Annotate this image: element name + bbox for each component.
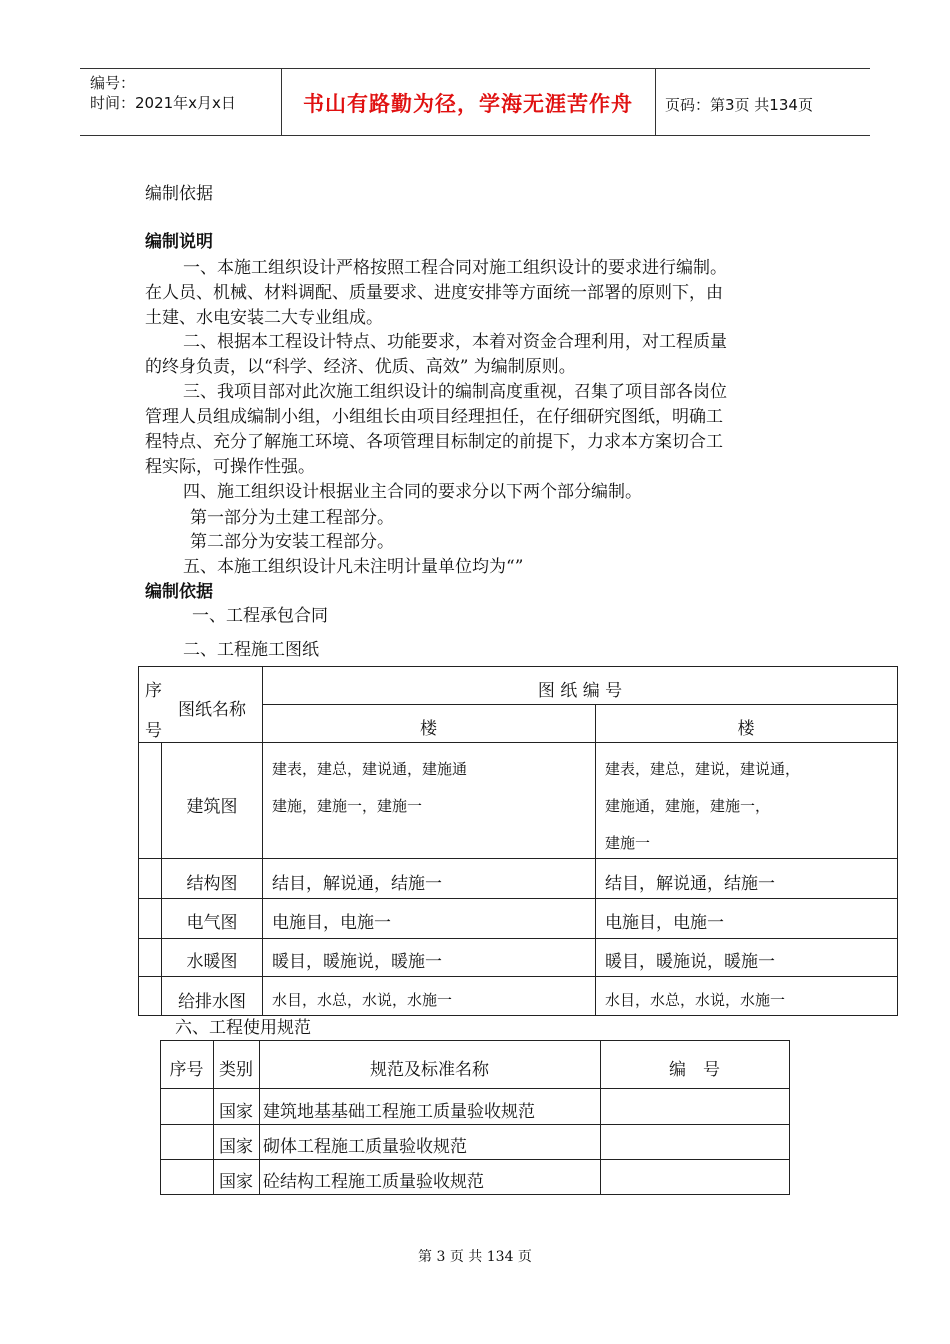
col-header-building-a: 楼 [420, 719, 437, 739]
table1-rule [138, 976, 898, 977]
std-row-name: 砼结构工程施工质量验收规范 [263, 1172, 484, 1192]
std-row-name: 建筑地基基础工程施工质量验收规范 [263, 1102, 535, 1122]
heading-plain: 编制依据 [145, 184, 213, 204]
std-col-header-code: 编 号 [669, 1060, 720, 1080]
header-divider-right [655, 68, 656, 136]
table2-rule [160, 1124, 790, 1125]
row-name-plumbing: 给排水图 [178, 992, 246, 1012]
para2-line1: 二、根据本工程设计特点、功能要求，本着对资金合理利用，对工程质量 [183, 332, 727, 352]
row-arch-building-b-line2: 建施通，建施，建施一， [605, 797, 771, 815]
table1-rule [138, 666, 898, 667]
section-title-basis: 编制依据 [145, 582, 213, 602]
section-title-explanation: 编制说明 [145, 232, 213, 252]
col-header-seq-top: 序 [145, 681, 162, 701]
row-arch-building-a-line2: 建施，建施一，建施一 [272, 797, 423, 815]
part2-line: 第二部分为安装工程部分。 [190, 532, 394, 552]
row-arch-building-a-line1: 建表，建总，建说通，建施通 [272, 760, 468, 778]
col-header-building-b: 楼 [737, 719, 755, 739]
row-structure-building-a: 结目，解说通，结施一 [272, 874, 442, 894]
table1-rule [595, 704, 596, 1015]
basis-item-1: 一、工程承包合同 [192, 606, 328, 626]
doc-number-label: 编号： [90, 74, 136, 92]
col-header-drawing-number: 图 纸 编 号 [537, 681, 623, 701]
table2-rule [789, 1040, 790, 1195]
para2-line2: 的终身负责，以“科学、经济、优质、高效” 为编制原则。 [145, 357, 576, 377]
para3-line2: 管理人员组成编制小组，小组组长由项目经理担任，在仔细研究图纸，明确工 [145, 407, 723, 427]
basis-item-6: 六、工程使用规范 [175, 1018, 311, 1038]
std-row-category: 国家 [219, 1102, 253, 1122]
basis-item-2: 二、工程施工图纸 [183, 640, 319, 660]
row-name-electrical: 电气图 [186, 913, 238, 933]
table1-rule [138, 858, 898, 859]
row-plumbing-building-a: 水目，水总，水说，水施一 [272, 991, 453, 1009]
header-motto: 书山有路勤为径，学海无涯苦作舟 [303, 92, 633, 116]
std-row-name: 砌体工程施工质量验收规范 [263, 1137, 467, 1157]
std-col-header-seq: 序号 [169, 1060, 204, 1080]
table2-rule [160, 1088, 790, 1089]
row-plumbing-building-b: 水目，水总，水说，水施一 [605, 991, 786, 1009]
para3-line1: 三、我项目部对此次施工组织设计的编制高度重视，召集了项目部各岗位 [183, 382, 727, 402]
header-top-rule [80, 68, 870, 69]
table2-rule [160, 1040, 790, 1041]
row-arch-building-b-line3: 建施一 [605, 834, 651, 852]
table1-rule [138, 666, 139, 1015]
para3-line3: 程特点、充分了解施工环境、各项管理目标制定的前提下，力求本方案切合工 [145, 432, 723, 452]
table1-rule [138, 898, 898, 899]
row-arch-building-b-line1: 建表，建总，建说，建说通， [605, 760, 801, 778]
std-col-header-category: 类别 [219, 1060, 253, 1080]
para4: 四、施工组织设计根据业主合同的要求分以下两个部分编制。 [183, 482, 642, 502]
col-header-seq-bottom: 号 [145, 721, 162, 741]
para1-line2: 在人员、机械、材料调配、质量要求、进度安排等方面统一部署的原则下，由 [145, 283, 723, 303]
header-divider-left [281, 68, 282, 136]
row-hvac-building-b: 暖目，暖施说，暖施一 [605, 952, 775, 972]
row-electrical-building-b: 电施目，电施一 [605, 913, 724, 933]
row-hvac-building-a: 暖目，暖施说，暖施一 [272, 952, 442, 972]
para5: 五、本施工组织设计凡未注明计量单位均为“” [183, 557, 524, 577]
table1-rule [138, 938, 898, 939]
part1-line: 第一部分为土建工程部分。 [190, 508, 394, 528]
row-structure-building-b: 结目，解说通，结施一 [605, 874, 775, 894]
doc-date-label: 时间：2021年x月x日 [90, 94, 236, 112]
std-row-category: 国家 [219, 1172, 253, 1192]
para1-line3: 土建、水电安装二大专业组成。 [145, 308, 383, 328]
page-indicator: 页码：第3页 共134页 [665, 96, 813, 114]
para3-line4: 程实际，可操作性强。 [145, 457, 315, 477]
table1-rule [897, 666, 898, 1015]
table2-rule [160, 1194, 790, 1195]
std-col-header-name: 规范及标准名称 [370, 1060, 489, 1080]
header-bottom-rule [80, 135, 870, 136]
row-name-structure: 结构图 [186, 874, 238, 894]
row-electrical-building-a: 电施目，电施一 [272, 913, 391, 933]
page-footer: 第 3 页 共 134 页 [418, 1249, 532, 1265]
std-row-category: 国家 [219, 1137, 253, 1157]
table1-rule [262, 704, 898, 705]
row-name-hvac: 水暖图 [186, 952, 238, 972]
para1-line1: 一、本施工组织设计严格按照工程合同对施工组织设计的要求进行编制。 [183, 258, 727, 278]
row-name-architecture: 建筑图 [186, 797, 238, 817]
col-header-drawing-name: 图纸名称 [178, 700, 246, 720]
table2-rule [160, 1159, 790, 1160]
table1-rule [138, 742, 898, 743]
